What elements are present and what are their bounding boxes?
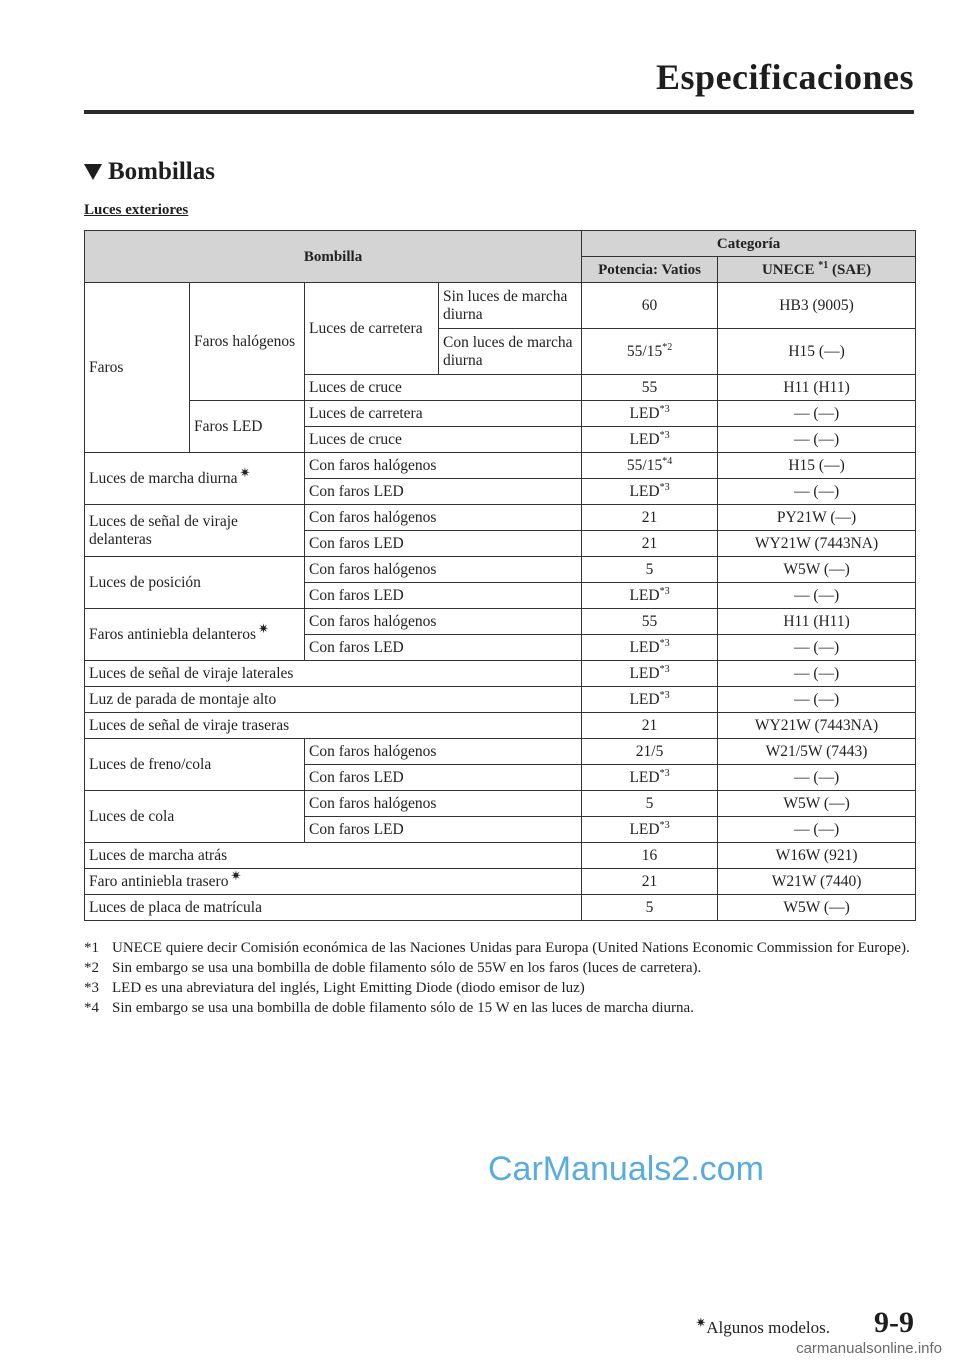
power-value <box>582 401 718 427</box>
header-unece <box>718 257 916 283</box>
table-row <box>85 687 916 713</box>
power-text: LED <box>629 690 660 708</box>
category-value: PY21W (—) <box>718 505 916 531</box>
category-value: — (—) <box>718 583 916 609</box>
category-value: — (—) <box>718 687 916 713</box>
power-value <box>582 817 718 843</box>
category-value: — (—) <box>718 661 916 687</box>
table-row <box>85 661 916 687</box>
power-value: 55 <box>582 609 718 635</box>
category-value: — (—) <box>718 479 916 505</box>
footnote-mark: *2 <box>84 960 99 976</box>
table-header-row <box>85 231 916 257</box>
footnote-text: LED es una abreviatura del inglés, Light Emitting Diode (diodo emisor de luz) <box>112 980 585 996</box>
subsection-title: Luces exteriores <box>84 202 189 218</box>
table-row <box>85 283 916 329</box>
some-models-star-icon: ✷ <box>239 464 251 480</box>
row-label: Luces de señal de viraje delanteras <box>85 505 305 557</box>
row-label: Faros <box>85 283 190 453</box>
footnote-mark: *1 <box>84 940 99 956</box>
table-row <box>85 713 916 739</box>
page-number: 9-9 <box>874 1306 914 1339</box>
category-value: HB3 (9005) <box>718 283 916 329</box>
row-label: Con faros LED <box>305 817 582 843</box>
footnote-item <box>84 938 915 958</box>
power-value: 5 <box>582 791 718 817</box>
table-row <box>85 739 916 765</box>
row-label: Luces de placa de matrícula <box>85 895 582 921</box>
row-label: Con faros LED <box>305 531 582 557</box>
footnote-ref: *3 <box>659 585 670 597</box>
row-label: Con luces de marcha diurna <box>439 329 582 375</box>
footnote-item <box>84 998 915 1018</box>
category-value: — (—) <box>718 817 916 843</box>
row-label: Con faros LED <box>305 765 582 791</box>
category-value: WY21W (7443NA) <box>718 531 916 557</box>
power-value <box>582 453 718 479</box>
power-value: 21 <box>582 505 718 531</box>
footnote-mark: *3 <box>84 980 99 996</box>
power-value: 16 <box>582 843 718 869</box>
category-value: W5W (—) <box>718 895 916 921</box>
power-text: LED <box>629 430 660 448</box>
power-value: 5 <box>582 557 718 583</box>
footnote-mark: *4 <box>84 1000 99 1016</box>
power-value <box>582 583 718 609</box>
footnote-item <box>84 978 915 998</box>
row-label: Luces de carretera <box>305 401 582 427</box>
some-models-star-icon: ✷ <box>695 1315 707 1330</box>
power-value: 60 <box>582 283 718 329</box>
footnote-ref: *3 <box>659 403 670 415</box>
row-label <box>85 453 305 505</box>
table-row <box>85 843 916 869</box>
power-text: LED <box>629 404 660 422</box>
footnote-ref: *3 <box>659 819 670 831</box>
page-header-title: Especificaciones <box>656 57 914 97</box>
row-label: Luces de marcha atrás <box>85 843 582 869</box>
power-value: 5 <box>582 895 718 921</box>
power-text: LED <box>629 638 660 656</box>
power-value <box>582 635 718 661</box>
footnote-ref: *1 <box>818 259 829 271</box>
power-value: 55 <box>582 375 718 401</box>
power-value <box>582 479 718 505</box>
category-value: W16W (921) <box>718 843 916 869</box>
row-label: Con faros halógenos <box>305 791 582 817</box>
power-value: 21 <box>582 713 718 739</box>
table-row <box>85 557 916 583</box>
row-label: Luces de cruce <box>305 427 582 453</box>
row-label: Luces de freno/cola <box>85 739 305 791</box>
footnote-item <box>84 958 915 978</box>
section-title <box>84 158 215 186</box>
footnote-ref: *3 <box>659 767 670 779</box>
power-value <box>582 329 718 375</box>
power-value <box>582 687 718 713</box>
footnote-ref: *3 <box>659 481 670 493</box>
row-label: Luces de cruce <box>305 375 582 401</box>
footnote-text: Sin embargo se usa una bombilla de doble filamento sólo de 55W en los faros (luces de carretera). <box>112 960 702 976</box>
power-text: 55/15 <box>626 342 663 360</box>
power-value <box>582 765 718 791</box>
some-models-star-icon: ✷ <box>258 620 269 636</box>
footnote-ref: *3 <box>659 429 670 441</box>
power-text: LED <box>629 482 660 500</box>
category-value: W21W (7440) <box>718 869 916 895</box>
category-value: H15 (—) <box>718 453 916 479</box>
power-text: LED <box>629 768 660 786</box>
section-title-text: Bombillas <box>108 158 215 185</box>
power-text: LED <box>629 820 660 838</box>
triangle-down-icon <box>84 164 102 180</box>
row-label: Luz de parada de montaje alto <box>85 687 582 713</box>
row-label: Con faros LED <box>305 583 582 609</box>
category-value: H15 (—) <box>718 329 916 375</box>
table-row <box>85 869 916 895</box>
bulb-spec-table <box>84 230 916 921</box>
power-text: 55/15 <box>626 456 663 474</box>
footer-note <box>693 1315 830 1338</box>
footnote-ref: *4 <box>662 455 673 467</box>
category-value: — (—) <box>718 401 916 427</box>
footnote-ref: *3 <box>659 689 670 701</box>
row-label-text: Luces de marcha diurna <box>89 469 238 487</box>
header-power: Potencia: Vatios <box>582 257 718 283</box>
site-watermark: carmanualsonline.info <box>796 1340 942 1357</box>
table-row <box>85 453 916 479</box>
unece-label: UNECE <box>761 261 815 278</box>
category-value: W5W (—) <box>718 791 916 817</box>
row-label: Luces de señal de viraje laterales <box>85 661 582 687</box>
footnote-text: Sin embargo se usa una bombilla de doble filamento sólo de 15 W en las luces de marcha diurna. <box>112 1000 694 1016</box>
header-bulb: Bombilla <box>85 231 582 283</box>
row-label: Con faros halógenos <box>305 609 582 635</box>
category-value: W21/5W (7443) <box>718 739 916 765</box>
watermark: CarManuals2.com <box>488 1150 764 1188</box>
category-value: H11 (H11) <box>718 375 916 401</box>
row-label: Con faros halógenos <box>305 505 582 531</box>
table-row <box>85 609 916 635</box>
sae-label: (SAE) <box>831 261 872 278</box>
power-value: 21/5 <box>582 739 718 765</box>
category-value: — (—) <box>718 427 916 453</box>
table-row <box>85 505 916 531</box>
category-value: WY21W (7443NA) <box>718 713 916 739</box>
row-label: Con faros halógenos <box>305 453 582 479</box>
category-value: H11 (H11) <box>718 609 916 635</box>
row-label-text: Faros antiniebla delanteros <box>89 625 257 643</box>
header-category: Categoría <box>582 231 916 257</box>
row-label: Faros LED <box>190 401 305 453</box>
footnote-ref: *3 <box>659 663 670 675</box>
row-label: Sin luces de marcha diurna <box>439 283 582 329</box>
row-label <box>85 609 305 661</box>
power-value <box>582 427 718 453</box>
power-text: LED <box>629 586 660 604</box>
power-text: LED <box>629 664 660 682</box>
category-value: — (—) <box>718 765 916 791</box>
row-label <box>85 869 582 895</box>
power-value: 21 <box>582 531 718 557</box>
header-rule <box>84 110 914 114</box>
table-row <box>85 791 916 817</box>
row-label: Luces de posición <box>85 557 305 609</box>
footer-note-text: Algunos modelos. <box>706 1318 830 1337</box>
power-value: 21 <box>582 869 718 895</box>
row-label: Faros halógenos <box>190 283 305 401</box>
power-value <box>582 661 718 687</box>
category-value: — (—) <box>718 635 916 661</box>
some-models-star-icon: ✷ <box>230 867 242 883</box>
row-label: Luces de cola <box>85 791 305 843</box>
footnotes <box>84 938 915 1018</box>
row-label: Con faros halógenos <box>305 739 582 765</box>
row-label-text: Faro antiniebla trasero <box>89 872 229 890</box>
table-row <box>85 895 916 921</box>
category-value: W5W (—) <box>718 557 916 583</box>
row-label: Con faros LED <box>305 479 582 505</box>
row-label: Luces de señal de viraje traseras <box>85 713 582 739</box>
row-label: Con faros LED <box>305 635 582 661</box>
row-label: Con faros halógenos <box>305 557 582 583</box>
row-label: Luces de carretera <box>305 283 439 375</box>
footnote-ref: *3 <box>659 637 670 649</box>
table-row <box>85 401 916 427</box>
footnote-ref: *2 <box>662 341 673 353</box>
footnote-text: UNECE quiere decir Comisión económica de las Naciones Unidas para Europa (United Nations Economic Commission for Europe). <box>112 940 910 956</box>
